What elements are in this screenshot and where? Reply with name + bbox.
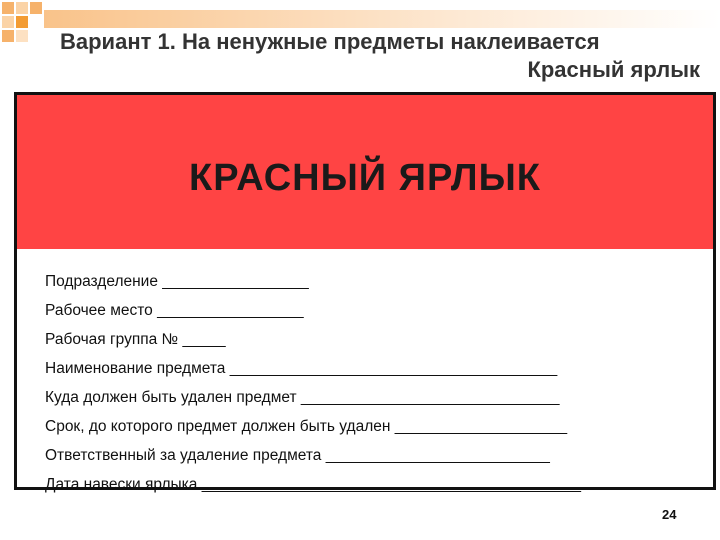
field-department: Подразделение _________________ — [45, 273, 309, 290]
field-workplace: Рабочее место _________________ — [45, 302, 304, 319]
decor-square — [2, 30, 14, 42]
slide-title-line1: Вариант 1. На ненужные предметы наклеивается — [60, 29, 600, 54]
decor-square — [2, 16, 14, 28]
field-workgroup: Рабочая группа № _____ — [45, 331, 226, 348]
decor-square — [16, 16, 28, 28]
field-item-name: Наименование предмета ______________________________________ — [45, 360, 558, 377]
decor-square — [2, 2, 14, 14]
slide-title-line2: Красный ярлык — [527, 57, 700, 82]
red-tag-card — [14, 92, 716, 493]
slide-title — [60, 28, 700, 84]
field-deadline: Срок, до которого предмет должен быть удален ____________________ — [45, 418, 568, 435]
red-tag-header — [17, 95, 713, 249]
tag-fields — [45, 267, 695, 499]
decor-square — [30, 2, 42, 14]
field-destination: Куда должен быть удален предмет ______________________________ — [45, 389, 560, 406]
page-number: 24 — [662, 507, 677, 522]
field-tag-date: Дата навески ярлыка ____________________________________________ — [45, 476, 581, 493]
decor-square — [16, 2, 28, 14]
field-responsible: Ответственный за удаление предмета __________________________ — [45, 447, 550, 464]
red-tag-heading: КРАСНЫЙ ЯРЛЫК — [189, 157, 541, 199]
decor-square — [16, 30, 28, 42]
top-gradient-bar — [44, 10, 720, 28]
